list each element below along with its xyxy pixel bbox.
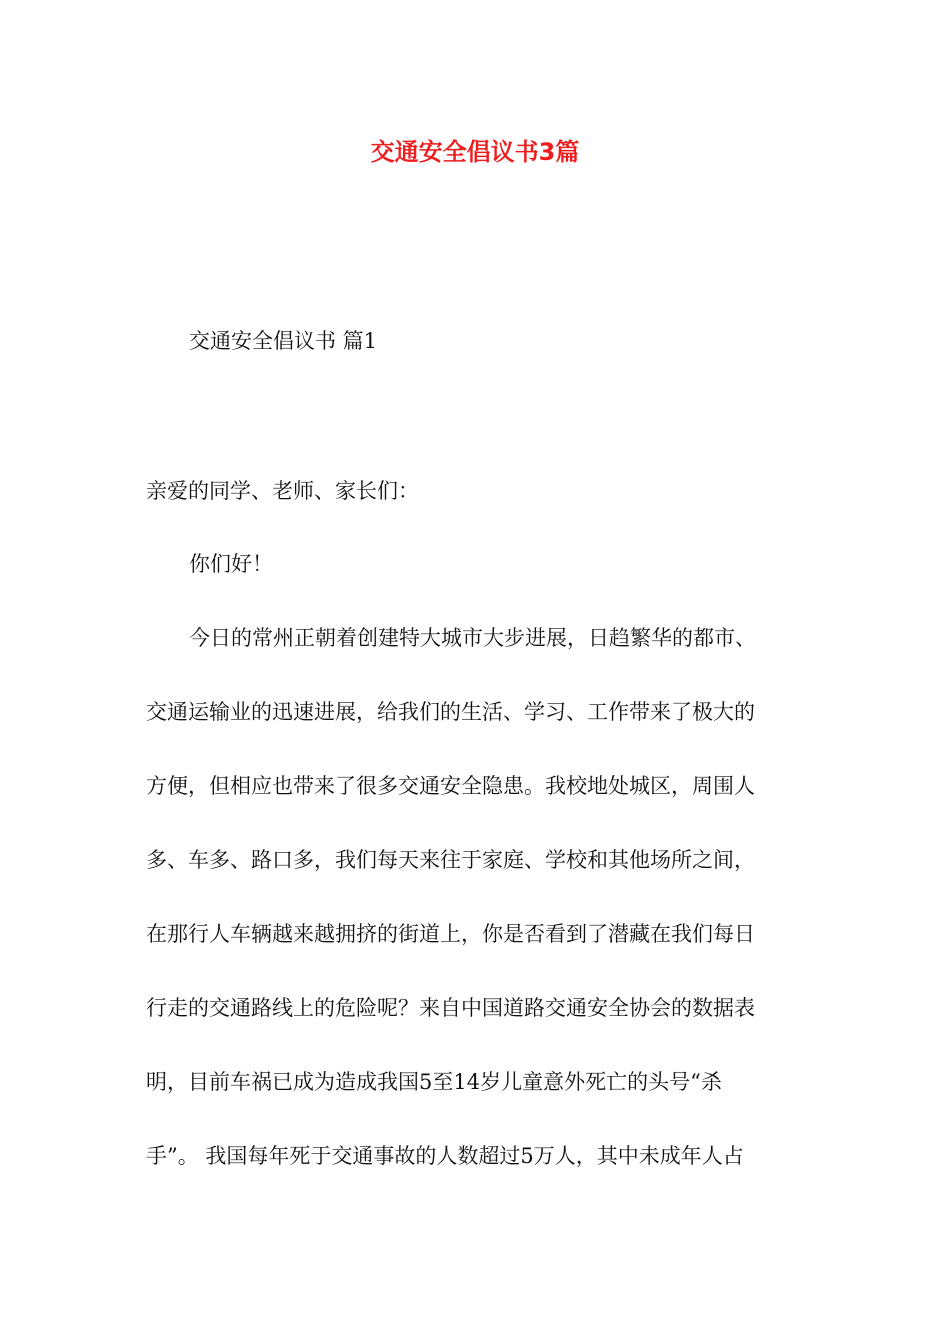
body-line: 多、车多、路口多，我们每天来往于家庭、学校和其他场所之间， [146, 848, 755, 872]
body-line: 今日的常州正朝着创建特大城市大步进展，日趋繁华的都市、 [189, 626, 756, 650]
greeting: 你们好！ [189, 552, 273, 576]
section-heading: 交通安全倡议书 篇1 [189, 329, 378, 353]
body-line: 行走的交通路线上的危险呢？来自中国道路交通安全协会的数据表 [146, 996, 755, 1020]
salutation: 亲爱的同学、老师、家长们： [146, 479, 419, 503]
body-line: 交通运输业的迅速进展，给我们的生活、学习、工作带来了极大的 [146, 700, 755, 724]
body-line: 明，目前车祸已成为造成我国5至14岁儿童意外死亡的头号“杀 [146, 1070, 722, 1094]
body-line: 方便，但相应也带来了很多交通安全隐患。我校地处城区，周围人 [146, 774, 755, 798]
body-line: 在那行人车辆越来越拥挤的街道上，你是否看到了潜藏在我们每日 [146, 922, 755, 946]
document-title: 交通安全倡议书3篇 [370, 138, 580, 166]
body-line: 手”。 我国每年死于交通事故的人数超过5万人，其中未成年人占 [146, 1144, 744, 1168]
